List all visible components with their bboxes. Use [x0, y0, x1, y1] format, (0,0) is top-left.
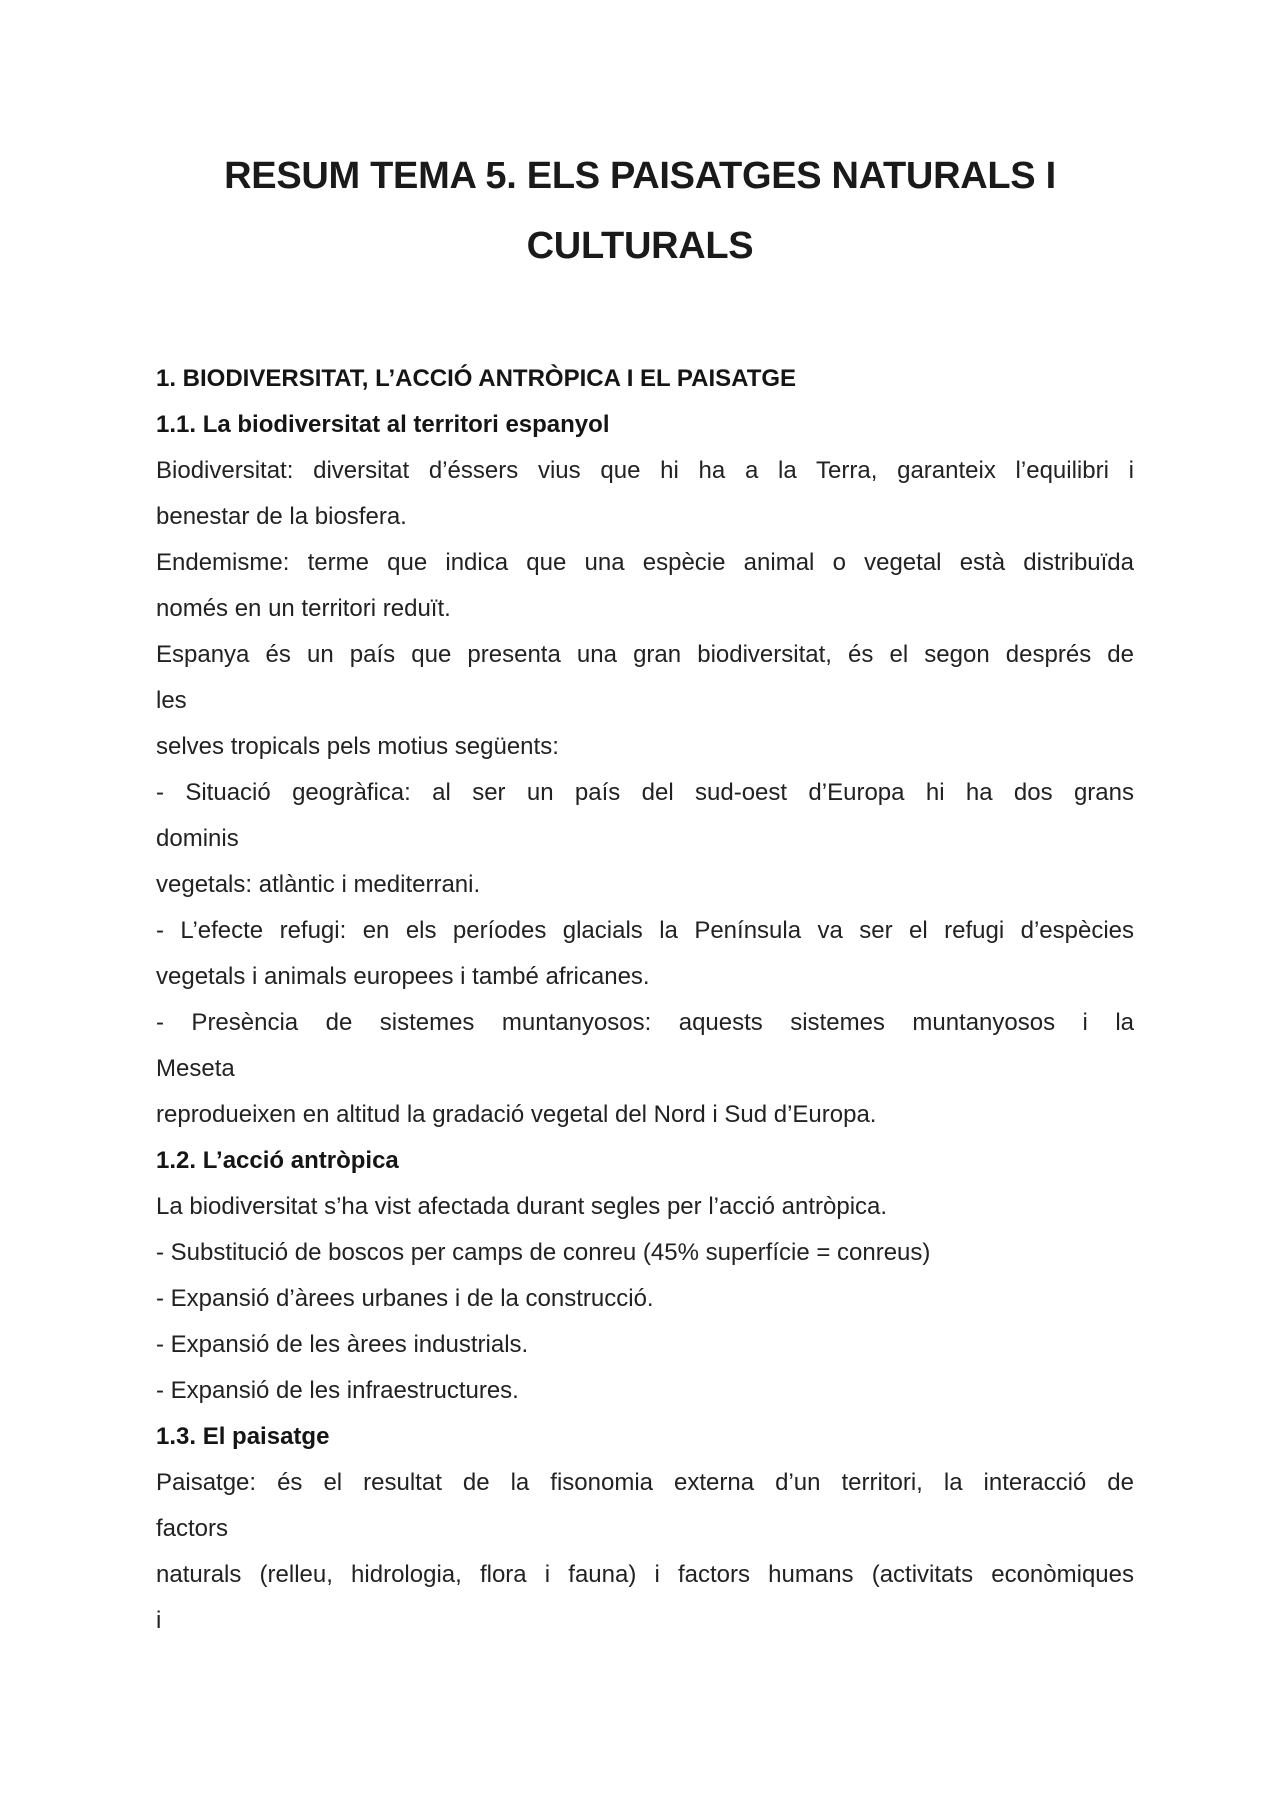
- list-item-line: Meseta: [156, 1055, 235, 1082]
- list-item-line: - L’efecte refugi: en els períodes glacials la Península va ser el refugi d’espècies: [156, 917, 1134, 944]
- paragraph-line: Biodiversitat: diversitat d’éssers vius que hi ha a la Terra, garanteix l’equilibri i: [156, 457, 1134, 484]
- list-item-line: - Presència de sistemes muntanyosos: aquests sistemes muntanyosos i la: [156, 1009, 1134, 1036]
- list-item-line: - Expansió d’àrees urbanes i de la construcció.: [156, 1285, 654, 1312]
- subsection-1-3-heading: 1.3. El paisatge: [156, 1423, 330, 1450]
- list-item-line: vegetals: atlàntic i mediterrani.: [156, 871, 481, 898]
- paragraph-line: Espanya és un país que presenta una gran biodiversitat, és el segon després de: [156, 641, 1134, 668]
- list-item-line: - Expansió de les infraestructures.: [156, 1377, 519, 1404]
- paragraph-line: benestar de la biosfera.: [156, 503, 407, 530]
- subsection-1-2-heading: 1.2. L’acció antròpica: [156, 1147, 399, 1174]
- paragraph-line: Paisatge: és el resultat de la fisonomia externa d’un territori, la interacció de: [156, 1469, 1134, 1496]
- paragraph-line: factors: [156, 1515, 229, 1542]
- list-item-line: reprodueixen en altitud la gradació vegetal del Nord i Sud d’Europa.: [156, 1101, 877, 1128]
- document-title-line-1: RESUM TEMA 5. ELS PAISATGES NATURALS I: [224, 155, 1056, 197]
- list-item-line: - Substitució de boscos per camps de conreu (45% superfície = conreus): [156, 1239, 931, 1266]
- list-item-line: - Expansió de les àrees industrials.: [156, 1331, 529, 1358]
- subsection-1-1-heading: 1.1. La biodiversitat al territori espanyol: [156, 411, 610, 438]
- paragraph-line: La biodiversitat s’ha vist afectada durant segles per l’acció antròpica.: [156, 1193, 888, 1220]
- paragraph-line: les: [156, 687, 187, 714]
- list-item-line: - Situació geogràfica: al ser un país del sud-oest d’Europa hi ha dos grans: [156, 779, 1134, 806]
- paragraph-line: naturals (relleu, hidrologia, flora i fauna) i factors humans (activitats econòmiques: [156, 1561, 1134, 1588]
- document-body: [156, 356, 1134, 1644]
- section-1-heading: 1. BIODIVERSITAT, L’ACCIÓ ANTRÒPICA I EL PAISATGE: [156, 365, 797, 392]
- document-title-line-2: CULTURALS: [526, 225, 754, 267]
- paragraph-line: només en un territori reduït.: [156, 595, 451, 622]
- paragraph-line: Endemisme: terme que indica que una espècie animal o vegetal està distribuïda: [156, 549, 1134, 576]
- paragraph-line: selves tropicals pels motius següents:: [156, 733, 559, 760]
- list-item-line: dominis: [156, 825, 239, 852]
- list-item-line: vegetals i animals europees i també africanes.: [156, 963, 650, 990]
- paragraph-line: i: [156, 1607, 162, 1634]
